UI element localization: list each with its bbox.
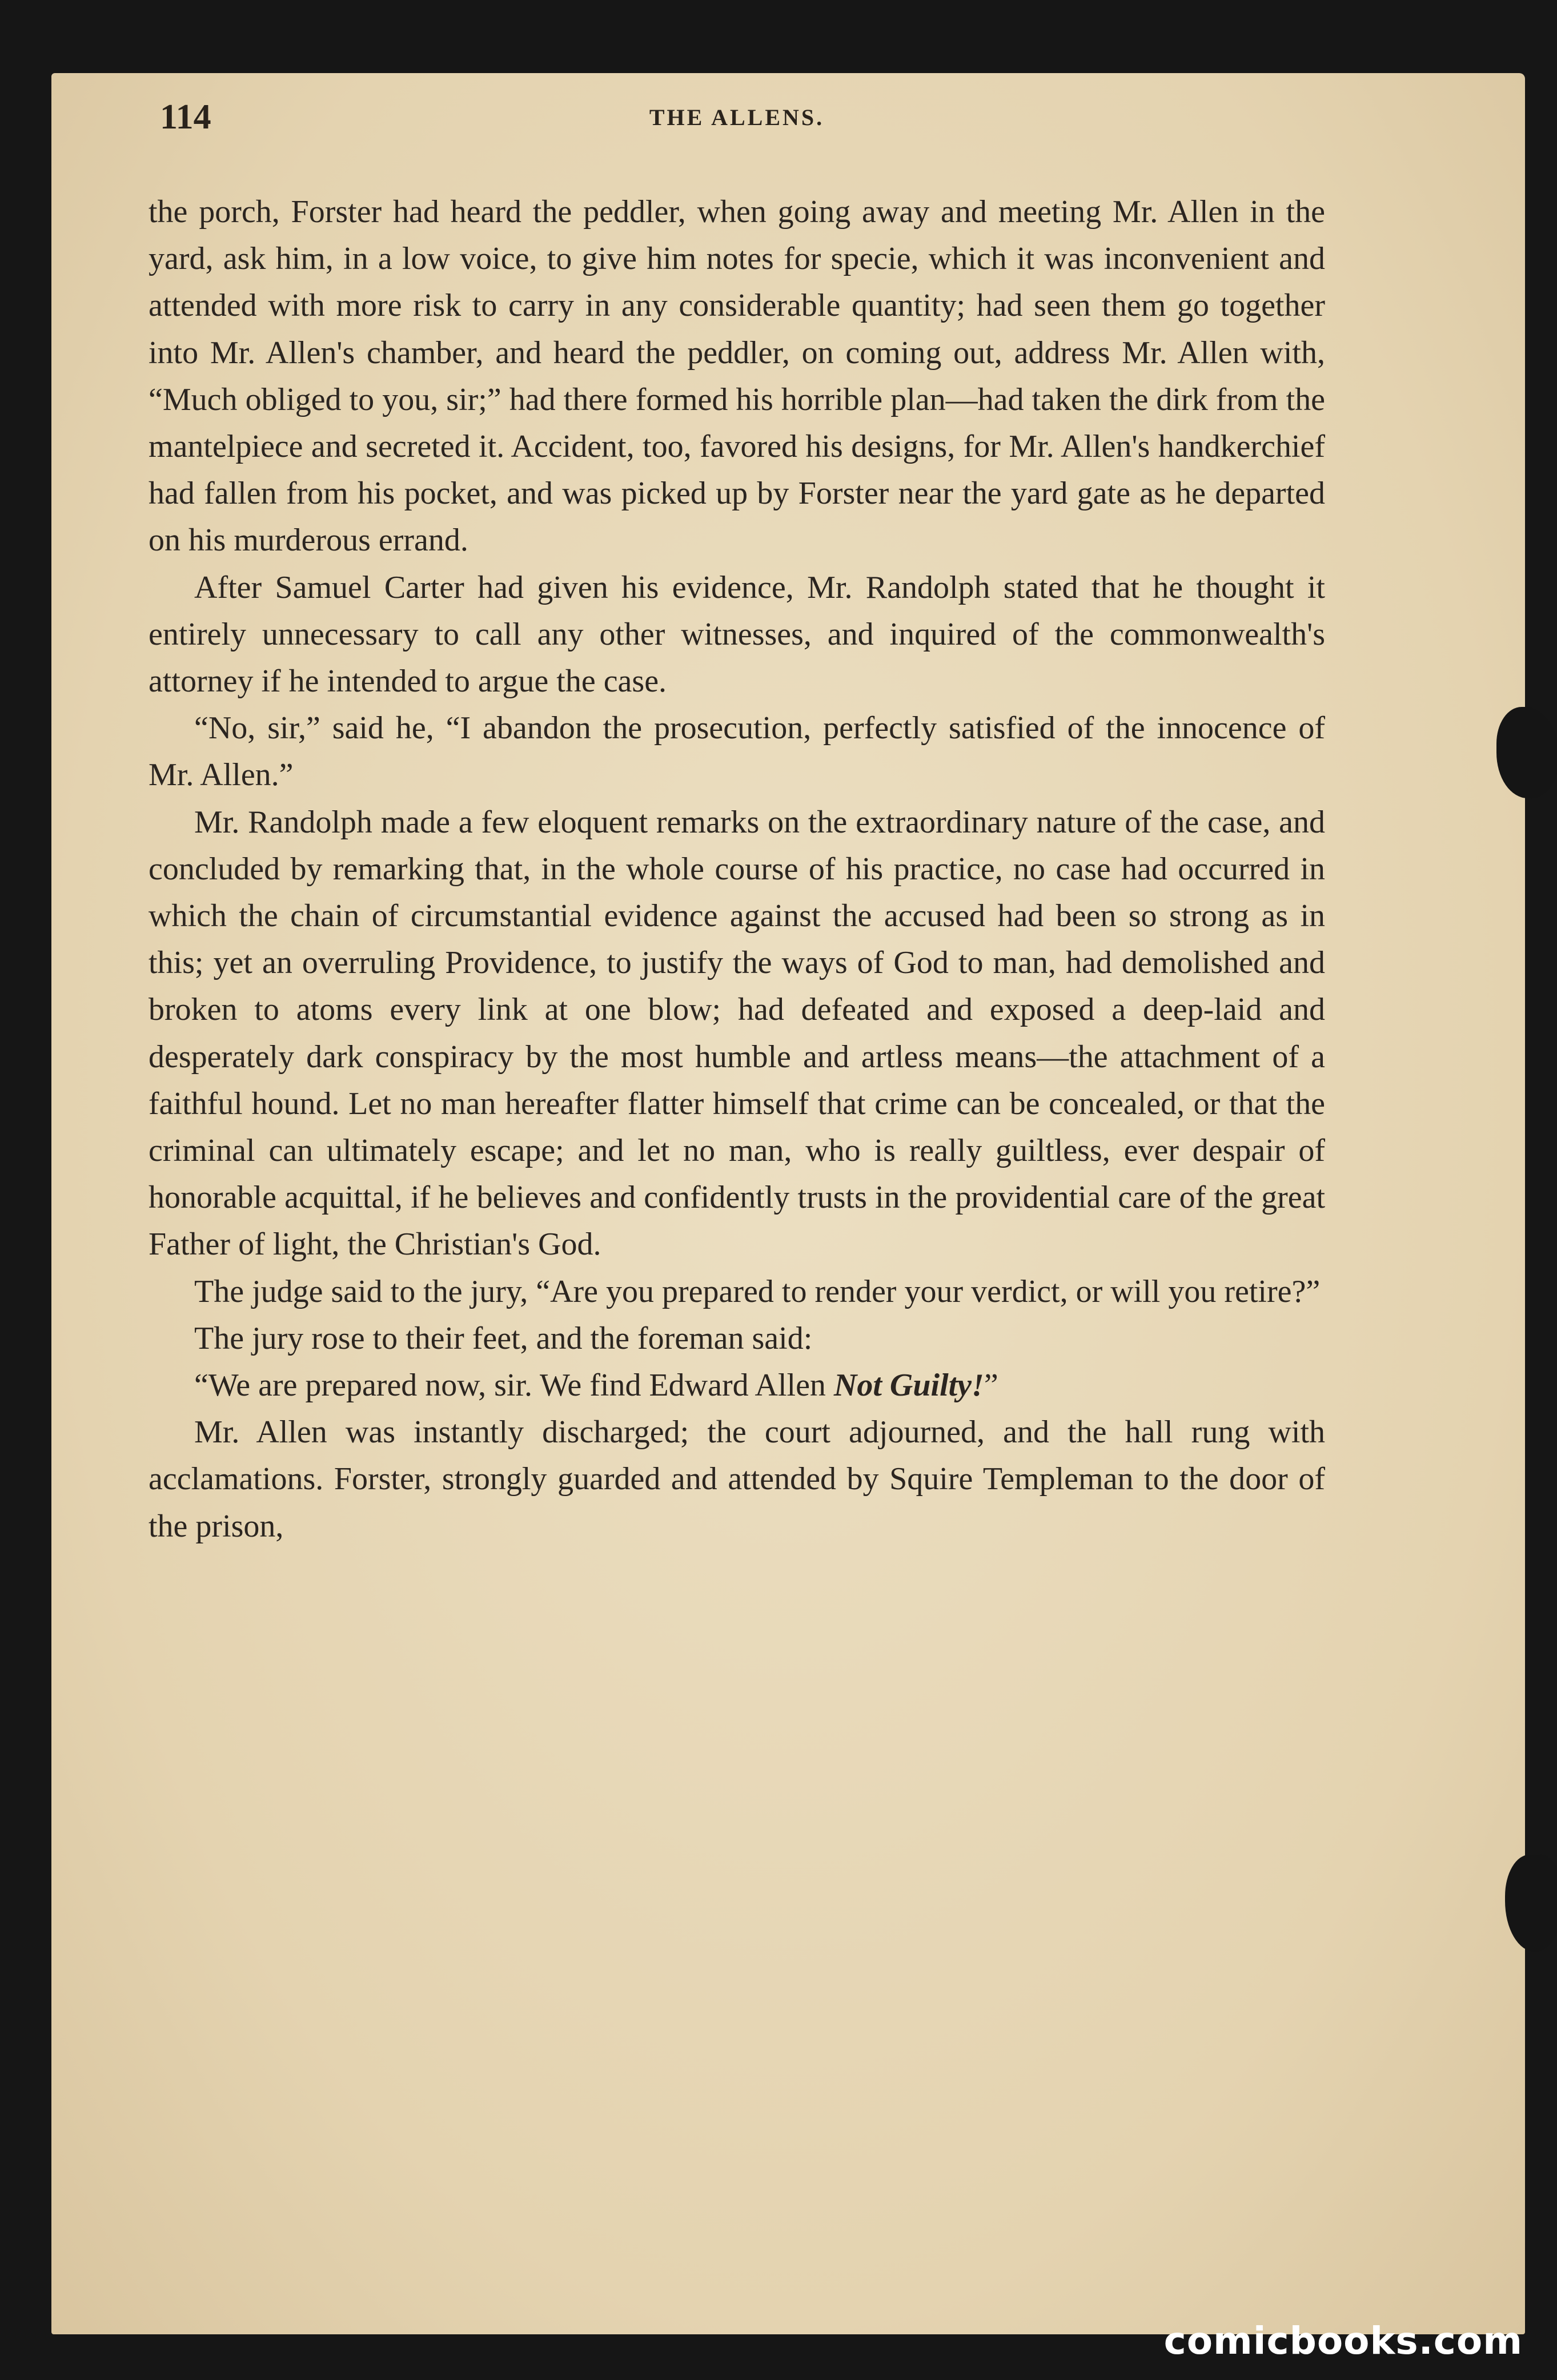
paragraph: The judge said to the jury, “Are you prepared to render your verdict, or will you retire?” <box>194 1273 1321 1309</box>
paragraph: The jury rose to their feet, and the foreman said: <box>194 1320 813 1356</box>
verdict-closing-quote: ” <box>984 1368 998 1404</box>
paragraph: Mr. Allen was instantly discharged; the court adjourned, and the hall rung with acclamations. Forster, strongly guarded and attended by Squire Templeman to the door of the prison, <box>149 1414 1325 1544</box>
paragraph: Mr. Randolph made a few eloquent remarks on the extraordinary nature of the case, and concluded by remarking that, in the whole course of his practice, no case had occurred in which the chain of circumstantial evidence against the accused had been so strong as in this; yet an overruling Providence, to justify the ways of God to man, had demolished and broken to atoms every link at one blow; had defeated and exposed a deep-laid and desperately dark conspiracy by the most humble and artless means—the attachment of a faithful hound. Let no man hereafter flatter himself that crime can be concealed, or that the criminal can ultimately escape; and let no man, who is really guiltless, ever despair of honorable acquittal, if he believes and confidently trusts in the providential care of the great Father of light, the Christian's God. <box>149 804 1325 1263</box>
running-head: THE ALLENS. <box>649 104 825 130</box>
binding-hole-lower <box>1505 1855 1557 1952</box>
paragraph-continued: the porch, Forster had heard the peddler, when going away and meeting Mr. Allen in the yard, ask him, in a low voice, to give him notes for specie, which it was inconvenient and attended with more risk to carry in any considerable quantity; had seen them go together into Mr. Allen's chamber, and heard the peddler, on coming out, address Mr. Allen with, “Much obliged to you, sir;” had there formed his horrible plan—had taken the dirk from the mantelpiece and secreted it. Accident, too, favored his designs, for Mr. Allen's handkerchief had fallen from his pocket, and was picked up by Forster near the yard gate as he departed on his murderous errand. <box>149 194 1325 558</box>
paragraph: After Samuel Carter had given his evidence, Mr. Randolph stated that he thought it entirely unnecessary to call any other witnesses, and inquired of the commonwealth's attorney if he intended to argue the case. <box>149 569 1325 699</box>
verdict-text: “We are prepared now, sir. We find Edward Allen <box>194 1368 834 1404</box>
paragraph-quote: “No, sir,” said he, “I abandon the prosecution, perfectly satisfied of the innocence of Mr. Allen.” <box>149 710 1325 793</box>
page-number: 114 <box>160 98 211 136</box>
binding-hole-upper <box>1496 707 1557 798</box>
page-header <box>160 97 1314 148</box>
paragraph-verdict <box>149 1362 1325 1409</box>
verdict-emphasis: Not Guilty! <box>833 1368 984 1404</box>
site-watermark: comicbooks.com <box>1163 2319 1523 2363</box>
body-text <box>149 188 1325 1550</box>
